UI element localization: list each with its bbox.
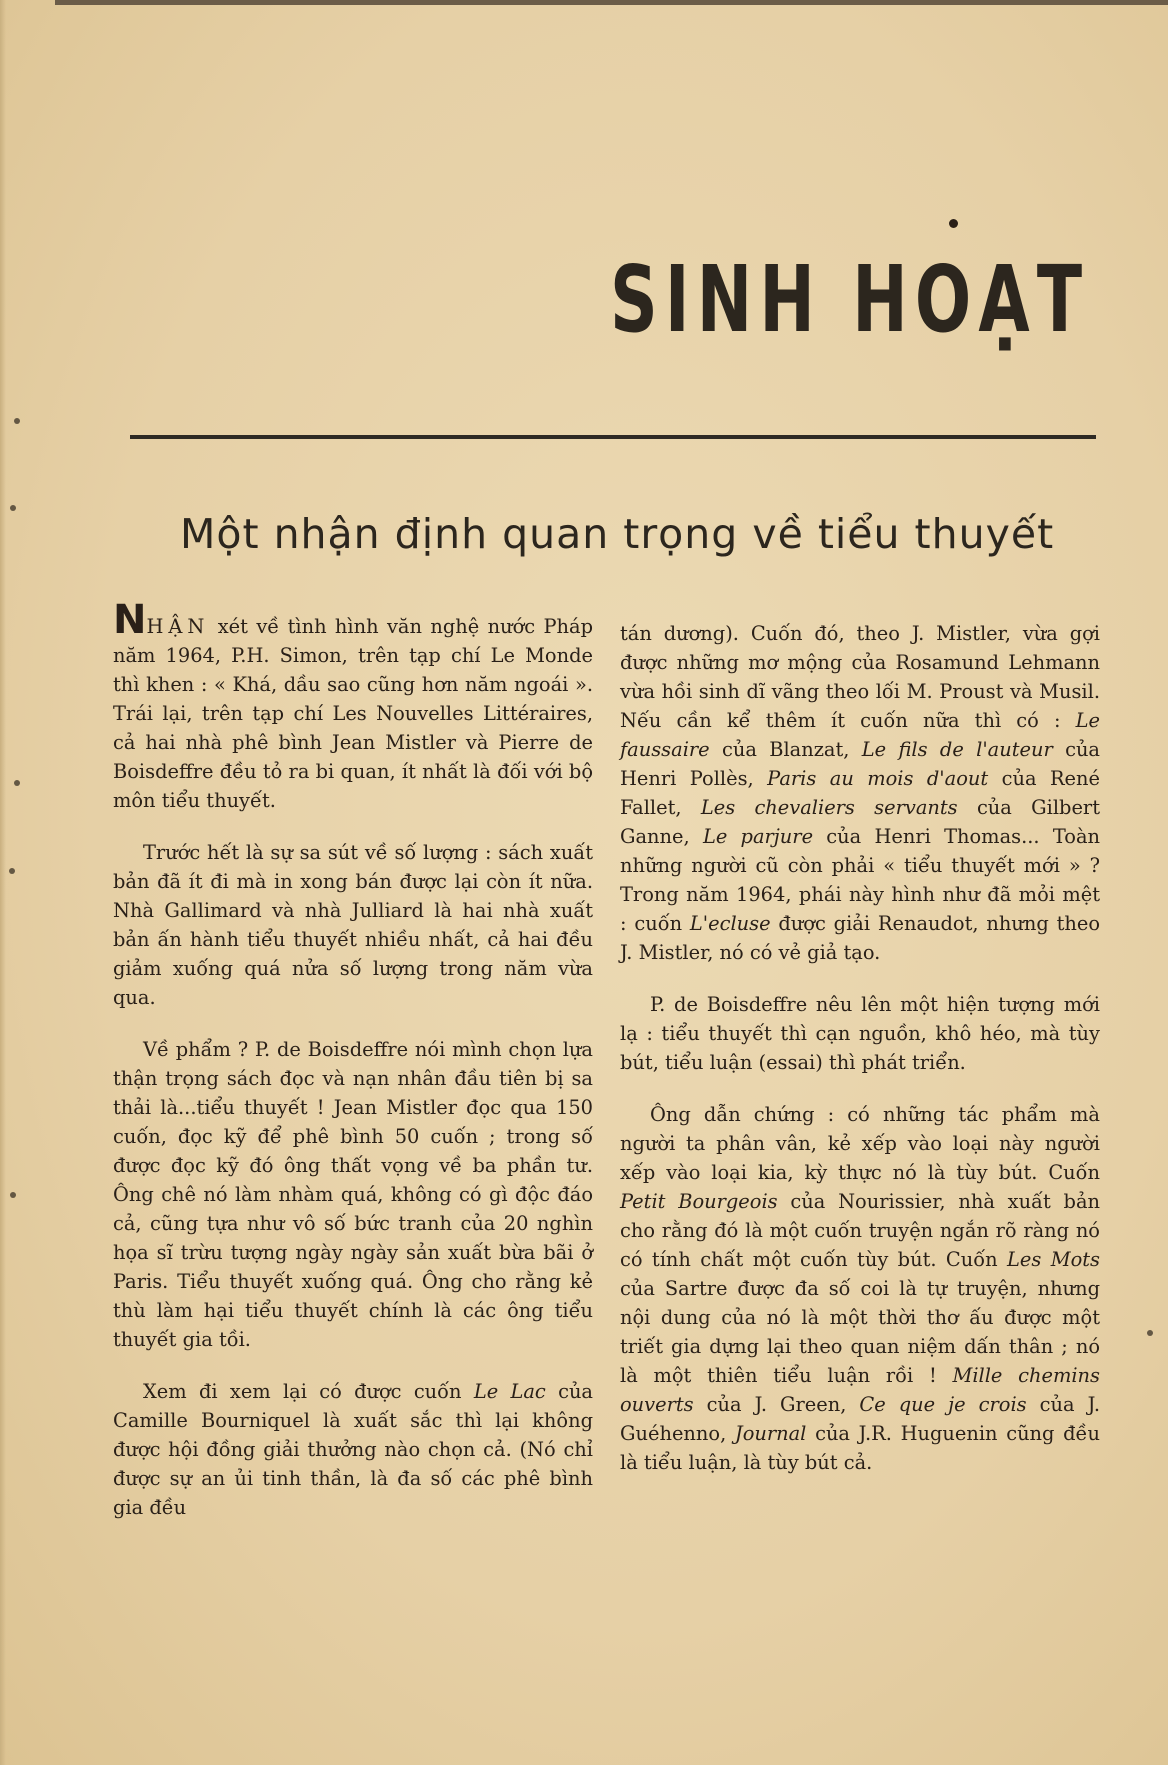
paper-speck	[10, 1192, 16, 1198]
book-title: Les chevaliers servants	[700, 796, 958, 819]
paragraph-text: được giải Renaudot, nhưng theo J. Mistler, nó có vẻ giả tạo.	[620, 912, 1100, 964]
drop-cap: N	[113, 597, 147, 643]
paragraph-text: của Camille Bourniquel là xuất sắc thì lại không được hội đồng giải thưởng nào chọn cả. (Nó chỉ được sự an ủi tinh thần, là đa số các phê bình gia đều	[113, 1380, 593, 1519]
paragraph-text: của Henri Thomas... Toàn những người cũ còn phải « tiểu thuyết mới » ? Trong năm 1964, phái này hình như đã mỏi mệt : cuốn	[620, 825, 1100, 935]
paper-speck	[14, 780, 20, 786]
paragraph-text: Ông dẫn chứng : có những tác phẩm mà người ta phân vân, kẻ xếp vào loại này người xếp vào loại kia, kỳ thực nó là tùy bút. Cuốn	[620, 1103, 1100, 1184]
paragraph-text: tán dương). Cuốn đó, theo J. Mistler, vừa gợi được những mơ mộng của Rosamund Lehmann vừa hồi sinh dĩ vãng theo lối M. Proust và Musil. Nếu cần kể thêm ít cuốn nữa thì có :	[620, 622, 1100, 732]
book-title: Ce que je crois	[859, 1393, 1027, 1416]
paragraph-text: của J. Green,	[693, 1393, 860, 1416]
paragraph	[620, 1100, 1100, 1477]
paragraph-text: P. de Boisdeffre nêu lên một hiện tượng mới lạ : tiểu thuyết thì cạn nguồn, khô héo, mà tùy bút, tiểu luận (essai) thì phát triển.	[620, 993, 1100, 1074]
paragraph	[620, 619, 1100, 967]
book-title: Mille chemins ouverts	[620, 1364, 1100, 1416]
paragraph	[113, 838, 593, 1012]
book-title: L'ecluse	[689, 912, 771, 935]
paragraph-text: Xem đi xem lại có được cuốn	[143, 1380, 474, 1403]
paragraph-text: của J.R. Huguenin cũng đều là tiểu luận, là tùy bút cả.	[620, 1422, 1100, 1474]
text-column-right	[620, 619, 1100, 1500]
paragraph	[620, 990, 1100, 1077]
ornament-dot	[949, 219, 958, 228]
paragraph-text: Về phẩm ? P. de Boisdeffre nói mình chọn lựa thận trọng sách đọc và nạn nhân đầu tiên bị sa thải là...tiểu thuyết ! Jean Mistler đọc qua 150 cuốn, đọc kỹ để phê bình 50 cuốn ; trong số được đọc kỹ đó ông thất vọng về ba phần tư. Ông chê nó làm nhàm quá, không có gì độc đáo cả, cũng tựa như vô số bức tranh của 20 nghìn họa sĩ trừu tượng ngày ngày sản xuất bừa bãi ở Paris. Tiểu thuyết xuống quá. Ông cho rằng kẻ thù làm hại tiểu thuyết chính là các ông tiểu thuyết gia tồi.	[113, 1038, 593, 1351]
paragraph-text: của Nourissier, nhà xuất bản cho rằng đó là một cuốn truyện ngắn rõ ràng nó có tính chất một cuốn tùy bút. Cuốn	[620, 1190, 1101, 1271]
paragraph-text: của Blanzat,	[709, 738, 862, 761]
page-top-edge	[55, 0, 1168, 5]
book-title: Le faussaire	[620, 709, 1100, 761]
page-left-edge	[0, 0, 6, 1765]
paragraph-text: Trước hết là sự sa sút về số lượng : sách xuất bản đã ít đi mà in xong bán được lại còn ít nữa. Nhà Gallimard và nhà Julliard là hai nhà xuất bản ấn hành tiểu thuyết nhiều nhất, cả hai đều giảm xuống quá nửa số lượng trong năm vừa qua.	[113, 841, 593, 1009]
paragraph	[113, 597, 593, 815]
paragraph	[113, 1377, 593, 1522]
book-title: Le parjure	[702, 825, 814, 848]
section-title: SINH HOẠT	[610, 246, 1090, 353]
paper-speck	[1147, 1330, 1153, 1336]
book-title: Le fils de l'auteur	[861, 738, 1053, 761]
paragraph-text: của Sartre được đa số coi là tự truyện, nhưng nội dung của nó là một thời thơ ấu được một triết gia dựng lại theo quan niệm dấn thân ; nó là một thiên tiểu luận rồi !	[620, 1277, 1100, 1387]
paragraph-text: xét về tình hình văn nghệ nước Pháp năm 1964, P.H. Simon, trên tạp chí Le Monde thì khen : « Khá, dầu sao cũng hơn năm ngoái ». Trái lại, trên tạp chí Les Nouvelles Littéraires, cả hai nhà phê bình Jean Mistler và Pierre de Boisdeffre đều tỏ ra bi quan, ít nhất là đối với bộ môn tiểu thuyết.	[113, 615, 593, 812]
paragraph-text: của J. Guéhenno,	[620, 1393, 1100, 1445]
book-title: Paris au mois d'aout	[767, 767, 989, 790]
paragraph-text: của René Fallet,	[620, 767, 1101, 819]
book-title: Journal	[734, 1422, 807, 1445]
paragraph	[113, 1035, 593, 1354]
paragraph-text: của Gilbert Ganne,	[620, 796, 1100, 848]
book-title: Le Lac	[473, 1380, 546, 1403]
paper-speck	[14, 418, 20, 424]
paragraph-text: của Henri Pollès,	[620, 738, 1100, 790]
article-title: Một nhận định quan trọng về tiểu thuyết	[180, 510, 1055, 558]
horizontal-rule	[130, 435, 1096, 439]
book-title: Petit Bourgeois	[620, 1190, 778, 1213]
paper-speck	[9, 868, 15, 874]
lead-word: HẬN	[146, 615, 210, 638]
text-column-left	[113, 597, 593, 1545]
book-title: Les Mots	[1007, 1248, 1100, 1271]
paper-speck	[10, 505, 16, 511]
